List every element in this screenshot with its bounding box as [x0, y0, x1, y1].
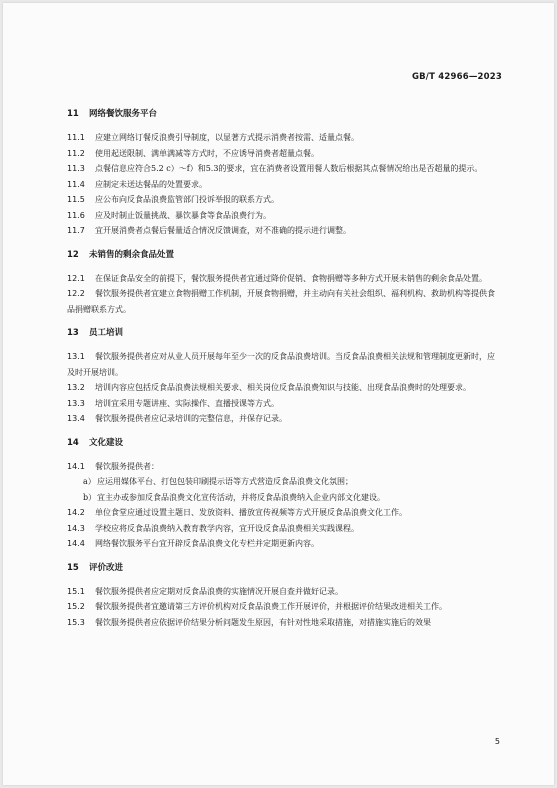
- clause: [67, 411, 501, 427]
- clause: [67, 130, 501, 146]
- clause-text: 应建立网络订餐反浪费引导制度，以显著方式提示消费者按需、适量点餐。: [95, 133, 359, 142]
- clause-number: 12.1: [67, 273, 85, 283]
- clause-number: 13.4: [67, 414, 85, 423]
- list-item-text: 应运用媒体平台、打包包装印刷提示语等方式营造反食品浪费文化氛围；: [97, 477, 353, 486]
- section-number: 12: [67, 249, 79, 260]
- clause: [67, 396, 501, 412]
- clause-text: 学校应将反食品浪费纳入教育教学内容，宜开设反食品浪费相关实践课程。: [95, 523, 359, 533]
- clause: [67, 223, 501, 239]
- clause: [67, 208, 501, 224]
- section-spacer: [67, 552, 501, 561]
- clause: [67, 459, 501, 475]
- clause: [67, 615, 501, 631]
- clause-text: 餐饮服务提供者应记录培训的完整信息，并保存记录。: [95, 414, 287, 423]
- clause-text: 应及时制止饭量挑战、暴饮暴食等食品浪费行为。: [95, 210, 271, 220]
- section-title: [67, 561, 501, 575]
- clause-number: 14.3: [67, 523, 85, 533]
- section-number: 15: [67, 562, 79, 573]
- clause-number: 15.3: [67, 617, 85, 627]
- document-page: [3, 3, 554, 785]
- clause: [67, 380, 501, 396]
- clause-text: 宜开展消费者点餐后餐量适合情况反馈调查，对不准确的提示进行调整。: [95, 226, 351, 235]
- page-number: 5: [494, 737, 500, 746]
- section-title: [67, 107, 501, 121]
- clause-text: 餐饮服务提供者：: [95, 461, 159, 471]
- clause-number: 13.1: [67, 352, 85, 361]
- document-body: [67, 107, 501, 630]
- list-item: [67, 474, 501, 490]
- section-spacer: [67, 317, 501, 326]
- clause-number: 11.3: [67, 164, 85, 173]
- clause-number: 11.6: [67, 210, 85, 220]
- clause: [67, 192, 501, 208]
- clause-number: 11.5: [67, 195, 85, 204]
- clause-number: 14.4: [67, 539, 85, 548]
- clause-text: 餐饮服务提供者应对从业人员开展每年至少一次的反食品浪费培训。当反食品浪费相关法规和管理制度更新时，应及时开展培训。: [67, 352, 495, 377]
- clause-number: 11.1: [67, 133, 85, 142]
- section-number: 13: [67, 328, 79, 338]
- clause-text: 培训宜采用专题讲座、实际操作、直播授课等方式。: [95, 398, 279, 408]
- clause: [67, 505, 501, 521]
- section-number: 14: [67, 437, 79, 448]
- list-item-label: b）: [83, 492, 97, 502]
- list-item-text: 宜主办或参加反食品浪费文化宣传活动，并将反食品浪费纳入企业内部文化建设。: [97, 492, 385, 502]
- clause-number: 14.2: [67, 508, 85, 517]
- clause-text: 网络餐饮服务平台宜开辟反食品浪费文化专栏并定期更新内容。: [95, 539, 319, 548]
- section-heading-text: 文化建设: [89, 437, 124, 448]
- clause-number: 15.2: [67, 602, 85, 611]
- clause-text: 餐饮服务提供者应定期对反食品浪费的实施情况开展自查并做好记录。: [95, 586, 343, 596]
- clause: [67, 271, 501, 287]
- clause-number: 11.4: [67, 179, 85, 189]
- clause: [67, 536, 501, 552]
- section-heading-text: 网络餐饮服务平台: [89, 109, 158, 119]
- clause-number: 13.3: [67, 398, 85, 408]
- clause: [67, 349, 501, 380]
- clause: [67, 146, 501, 162]
- clause: [67, 521, 501, 537]
- clause-text: 使用起送限制、满单满减等方式时，不应诱导消费者超量点餐。: [95, 148, 319, 158]
- section-title: [67, 436, 501, 450]
- clause-text: 单位食堂应通过设置主题日、发放资料、播放宣传视频等方式开展反食品浪费文化工作。: [95, 508, 407, 517]
- clause: [67, 599, 501, 615]
- clause-number: 13.2: [67, 383, 85, 392]
- clause-text: 餐饮服务提供者宜建立食物捐赠工作机制，开展食物捐赠，并主动向有关社会组织、福利机构、救助机构等提供食品捐赠联系方式。: [67, 289, 495, 314]
- clause-number: 15.1: [67, 586, 85, 596]
- section-heading-text: 未销售的剩余食品处置: [89, 249, 175, 260]
- clause: [67, 584, 501, 600]
- clause-number: 12.2: [67, 289, 85, 298]
- clause-text: 餐饮服务提供者应依据评价结果分析问题发生原因，有针对性地采取措施，对措施实施后的效果: [95, 617, 431, 627]
- section-heading-text: 评价改进: [89, 562, 124, 573]
- list-item-label: a）: [83, 477, 96, 486]
- standard-number-header: GB/T 42966—2023: [411, 72, 502, 82]
- clause-number: 11.7: [67, 226, 85, 235]
- clause: [67, 286, 501, 317]
- clause-text: 点餐信息应符合5.2 c）～f）和5.3的要求，宜在消费者设置用餐人数后根据其点餐情况给出是否超量的提示。: [95, 164, 483, 173]
- section-title: [67, 326, 501, 340]
- clause: [67, 177, 501, 193]
- clause-text: 应公布向反食品浪费监管部门投诉举报的联系方式。: [95, 195, 279, 204]
- clause-text: 应制定未送达餐品的处置要求。: [95, 179, 207, 189]
- clause: [67, 161, 501, 177]
- clause-number: 14.1: [67, 461, 85, 471]
- section-heading-text: 员工培训: [89, 328, 124, 338]
- clause-text: 在保证食品安全的前提下，餐饮服务提供者宜通过降价促销、食物捐赠等多种方式开展未销售的剩余食品处置。: [95, 273, 487, 283]
- section-number: 11: [67, 109, 79, 119]
- list-item: [67, 490, 501, 506]
- clause-text: 餐饮服务提供者宜邀请第三方评价机构对反食品浪费工作开展评价，并根据评价结果改进相关工作。: [95, 602, 447, 611]
- section-spacer: [67, 427, 501, 436]
- clause-number: 11.2: [67, 148, 85, 158]
- section-title: [67, 248, 501, 262]
- clause-text: 培训内容应包括反食品浪费法规相关要求、相关岗位反食品浪费知识与技能、出现食品浪费时的处理要求。: [95, 383, 471, 392]
- section-spacer: [67, 239, 501, 248]
